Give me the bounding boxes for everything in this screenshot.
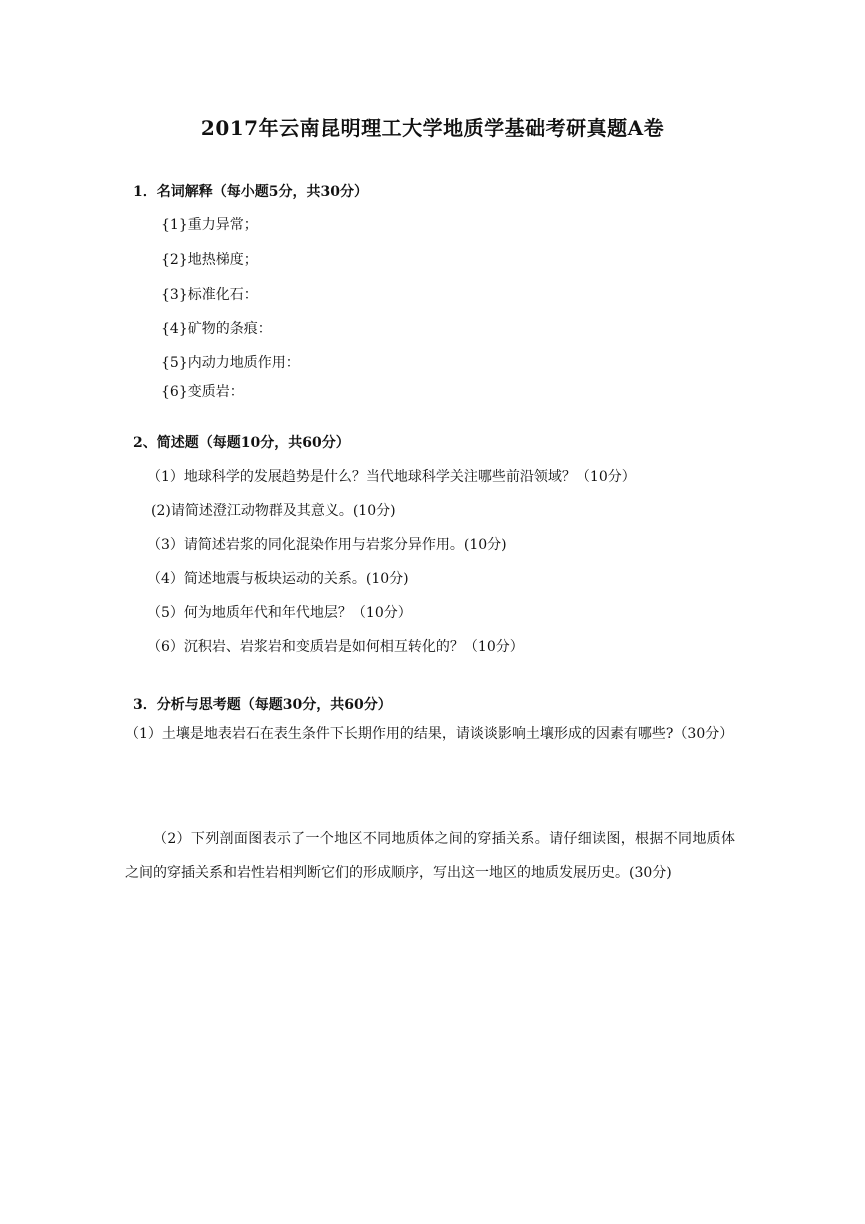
section-1-item: {3}标准化石： [161,287,258,303]
section-1-item: {5}内动力地质作用： [161,355,300,371]
section-2-item: （4）简述地震与板块运动的关系。(10分) [147,571,409,587]
section-1-item: {4}矿物的条痕： [161,321,272,337]
section-1-item: {6}变质岩： [161,384,244,400]
section-1-heading: 1．名词解释（每小题5分，共30分） [133,184,368,200]
section-1-item: {2}地热梯度； [161,252,258,268]
section-2-item: （1）地球科学的发展趋势是什么？当代地球科学关注哪些前沿领域？（10分） [147,469,636,485]
section-2-item: （5）何为地质年代和年代地层？（10分） [147,605,412,621]
section-2-item: （6）沉积岩、岩浆岩和变质岩是如何相互转化的？（10分） [147,639,524,655]
section-3-heading: 3．分析与思考题（每题30分，共60分） [133,697,392,713]
section-2-heading: 2、简述题（每题10分，共60分） [133,435,350,451]
section-3-question-1: （1）土壤是地表岩石在表生条件下长期作用的结果，请谈谈影响土壤形成的因素有哪些?（30分） [125,726,734,742]
page-title: 2017年云南昆明理工大学地质学基础考研真题A卷 [200,116,665,140]
section-2-item: （3）请简述岩浆的同化混染作用与岩浆分异作用。(10分) [147,537,507,553]
section-2-item: (2)请简述澄江动物群及其意义。(10分) [151,503,396,519]
section-3-question-2: （2）下列剖面图表示了一个地区不同地质体之间的穿插关系。请仔细读图，根据不同地质体之间的穿插关系和岩性岩相判断它们的形成顺序，写出这一地区的地质发展历史。(30分) [125,831,735,881]
section-1-item: {1}重力异常； [161,217,258,233]
